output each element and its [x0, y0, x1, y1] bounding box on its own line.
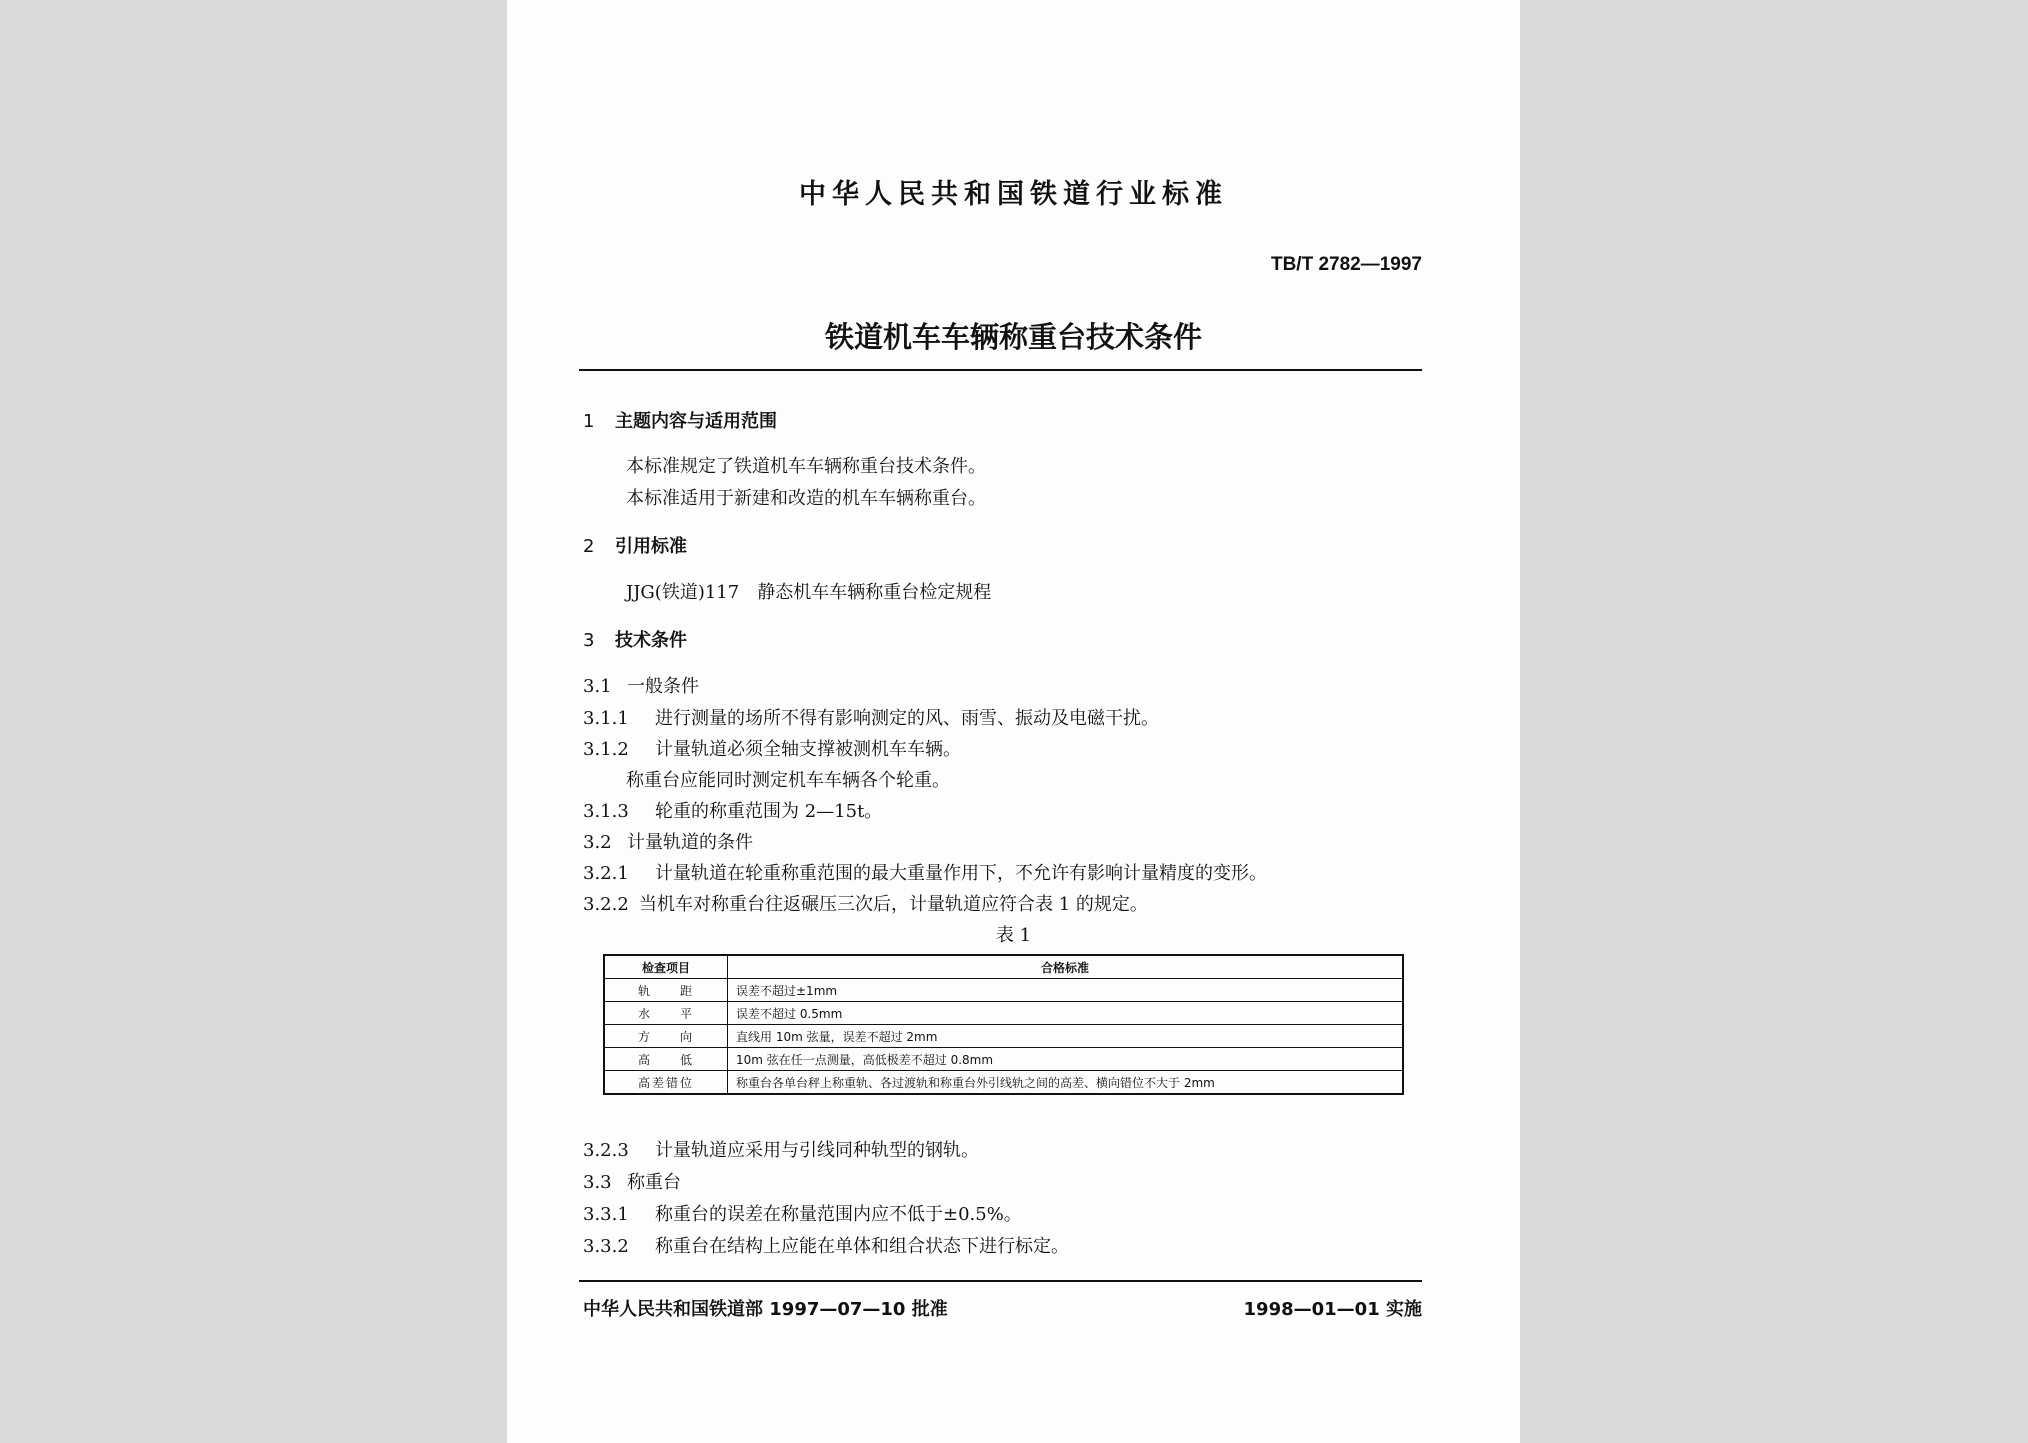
- table-cell-standard: 直线用 10m 弦量，误差不超过 2mm: [728, 1025, 1404, 1048]
- spec-table: [603, 954, 1404, 1095]
- clause-text: 计量轨道在轮重称重范围的最大重量作用下，不允许有影响计量精度的变形。: [655, 863, 1267, 884]
- section-1-heading: [583, 407, 777, 433]
- table-header-row: [604, 955, 1403, 979]
- column-header: 检查项目: [604, 955, 728, 979]
- clause-text: 称重台在结构上应能在单体和组合状态下进行标定。: [655, 1236, 1069, 1257]
- section-3-heading: [583, 626, 687, 652]
- section-2-heading: [583, 532, 687, 558]
- clause: [583, 672, 699, 698]
- clause-text: 计量轨道必须全轴支撑被测机车车辆。: [655, 739, 961, 760]
- clause-number: 3.1.3: [583, 801, 629, 822]
- approval-date: 中华人民共和国铁道部 1997—07—10 批准: [583, 1299, 948, 1320]
- clause-number: 3.2.2: [583, 894, 629, 915]
- table-cell-standard: 误差不超过 0.5mm: [728, 1002, 1404, 1025]
- section-1-paragraph: 本标准规定了铁道机车车辆称重台技术条件。: [626, 456, 986, 477]
- clause-number: 3.3.2: [583, 1236, 629, 1257]
- clause-text: 称重台: [627, 1172, 681, 1193]
- clause: [583, 1200, 1022, 1226]
- clause-number: 3.1.2: [583, 739, 629, 760]
- clause-text: 一般条件: [627, 676, 699, 697]
- clause: [583, 828, 753, 854]
- clause-text: 当机车对称重台往返碾压三次后，计量轨道应符合表 1 的规定。: [639, 894, 1148, 915]
- clause-number: 3.1.1: [583, 708, 629, 729]
- clause-continuation: 称重台应能同时测定机车车辆各个轮重。: [626, 770, 950, 791]
- section-number: 3: [583, 630, 595, 651]
- clause-number: 3.1: [583, 676, 612, 697]
- clause-number: 3.3.1: [583, 1204, 629, 1225]
- clause-number: 3.2.1: [583, 863, 629, 884]
- table-cell-standard: 误差不超过±1mm: [728, 979, 1404, 1002]
- document-page: [507, 0, 1520, 1443]
- section-title: 引用标准: [615, 536, 687, 557]
- clause: [583, 797, 882, 823]
- table-row: [604, 1025, 1403, 1048]
- clause-text: 称重台的误差在称量范围内应不低于±0.5%。: [655, 1204, 1022, 1225]
- table-row: [604, 979, 1403, 1002]
- clause-text: 计量轨道的条件: [627, 832, 753, 853]
- implementation-date: 1998—01—01 实施: [1243, 1299, 1422, 1320]
- section-title: 主题内容与适用范围: [615, 411, 777, 432]
- clause-text: 轮重的称重范围为 2—15t。: [655, 801, 883, 822]
- table-cell-standard: 10m 弦在任一点测量，高低极差不超过 0.8mm: [728, 1048, 1404, 1071]
- standard-code: TB/T 2782—1997: [1270, 254, 1422, 275]
- table-cell-standard: 称重台各单台秤上称重轨、各过渡轨和称重台外引线轨之间的高差、横向错位不大于 2mm: [728, 1071, 1404, 1095]
- clause-number: 3.2.3: [583, 1140, 629, 1161]
- clause: [583, 859, 1267, 885]
- table-caption: 表 1: [995, 925, 1032, 946]
- clause: [583, 1136, 979, 1162]
- clause: [583, 704, 1159, 730]
- table-cell-item: 轨 距: [604, 979, 728, 1002]
- table-row: [604, 1071, 1403, 1095]
- section-1-paragraph: 本标准适用于新建和改造的机车车辆称重台。: [626, 488, 986, 509]
- table-cell-item: 高 低: [604, 1048, 728, 1071]
- table-cell-item: 高差错位: [604, 1071, 728, 1095]
- clause: [583, 735, 961, 761]
- table-cell-item: 方 向: [604, 1025, 728, 1048]
- title-rule: [579, 369, 1422, 371]
- section-number: 1: [583, 411, 595, 432]
- table-cell-item: 水 平: [604, 1002, 728, 1025]
- clause: [583, 1168, 681, 1194]
- table-row: [604, 1002, 1403, 1025]
- column-header: 合格标准: [728, 955, 1404, 979]
- clause-number: 3.3: [583, 1172, 612, 1193]
- issuing-organization: 中华人民共和国铁道行业标准: [799, 179, 1228, 210]
- clause: [583, 890, 1148, 916]
- clause-text: 计量轨道应采用与引线同种轨型的钢轨。: [655, 1140, 979, 1161]
- clause: [583, 1232, 1069, 1258]
- clause-number: 3.2: [583, 832, 612, 853]
- table-row: [604, 1048, 1403, 1071]
- clause-text: 进行测量的场所不得有影响测定的风、雨雪、振动及电磁干扰。: [655, 708, 1159, 729]
- document-title: 铁道机车车辆称重台技术条件: [824, 320, 1202, 354]
- footer-rule: [579, 1280, 1422, 1282]
- section-number: 2: [583, 536, 595, 557]
- section-title: 技术条件: [615, 630, 687, 651]
- reference-standard: JJG(铁道)117 静态机车车辆称重台检定规程: [626, 582, 992, 603]
